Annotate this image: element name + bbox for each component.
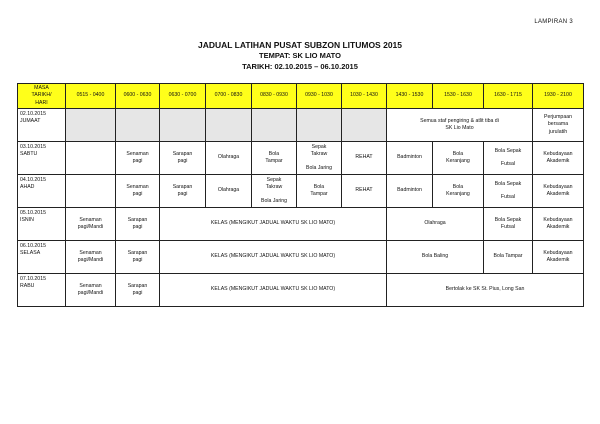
date-cell: 02.10.2015 JUMAAT bbox=[18, 109, 66, 142]
activity-cell: Sarapan pagi bbox=[116, 241, 160, 274]
activity-cell: Olahraga bbox=[206, 175, 252, 208]
date-range-line: TARIKH: 02.10.2015 – 06.10.2015 bbox=[242, 62, 358, 71]
activity-cell: Sepak Takraw Bola Jaring bbox=[252, 175, 297, 208]
empty-cell bbox=[116, 109, 160, 142]
activity-cell: Bola Sepak Futsal bbox=[484, 175, 533, 208]
activity-cell: Sarapan pagi bbox=[160, 175, 206, 208]
activity-cell: Bola Sepak Futsal bbox=[484, 142, 533, 175]
empty-cell bbox=[297, 109, 342, 142]
activity-cell: Kebudayaan Akademik bbox=[533, 142, 584, 175]
table-row bbox=[18, 274, 584, 307]
activity-cell: Kebudayaan Akademik bbox=[533, 208, 584, 241]
activity-cell: Senaman pagi bbox=[116, 142, 160, 175]
arrival-cell: Semua staf pengiring & atlit tiba di SK Lio Mato bbox=[387, 109, 533, 142]
activity-cell: Sepak Takraw Bola Jaring bbox=[297, 142, 342, 175]
date-cell: 06.10.2015 SELASA bbox=[18, 241, 66, 274]
header-time-0930: 0930 - 1030 bbox=[297, 84, 342, 109]
activity-cell: Kebudayaan Akademik bbox=[533, 175, 584, 208]
activity-cell: Perjumpaan bersama jurulatih bbox=[533, 109, 584, 142]
activity-cell: Badminton bbox=[387, 175, 433, 208]
table-row bbox=[18, 208, 584, 241]
date-cell: 07.10.2015 RABU bbox=[18, 274, 66, 307]
header-time-1930: 1930 - 2100 bbox=[533, 84, 584, 109]
activity-cell: Sarapan pagi bbox=[116, 208, 160, 241]
activity-cell: Bola Sepak Futsal bbox=[484, 208, 533, 241]
empty-cell bbox=[160, 109, 206, 142]
attachment-label: LAMPIRAN 3 bbox=[534, 19, 573, 25]
activity-cell: Bola Baling bbox=[387, 241, 484, 274]
header-time-1430: 1430 - 1530 bbox=[387, 84, 433, 109]
header-time-0700: 0700 - 0830 bbox=[206, 84, 252, 109]
header-time-0515: 0515 - 0400 bbox=[66, 84, 116, 109]
header-time-1030: 1030 - 1430 bbox=[342, 84, 387, 109]
date-cell: 05.10.2015 ISNIN bbox=[18, 208, 66, 241]
activity-cell: Sarapan pagi bbox=[160, 142, 206, 175]
venue-line: TEMPAT: SK LIO MATO bbox=[259, 51, 341, 60]
class-cell: KELAS (MENGIKUT JADUAL WAKTU SK LIO MATO) bbox=[160, 208, 387, 241]
activity-cell: Senaman pagi/Mandi bbox=[66, 208, 116, 241]
activity-cell: Kebudayaan Akademik bbox=[533, 241, 584, 274]
header-time-1530: 1530 - 1630 bbox=[433, 84, 484, 109]
header-time-0600: 0600 - 0630 bbox=[116, 84, 160, 109]
header-row bbox=[18, 84, 584, 109]
activity-cell: Olahraga bbox=[387, 208, 484, 241]
activity-cell: Bola Tampar bbox=[297, 175, 342, 208]
table-row bbox=[18, 109, 584, 142]
activity-cell: Bola Keranjang bbox=[433, 175, 484, 208]
table-row bbox=[18, 175, 584, 208]
activity-cell: Sarapan pagi bbox=[116, 274, 160, 307]
departure-cell: Bertolak ke SK St. Pius, Long San bbox=[387, 274, 584, 307]
table-row bbox=[18, 142, 584, 175]
empty-cell bbox=[252, 109, 297, 142]
empty-cell bbox=[206, 109, 252, 142]
header-time-0630: 0630 - 0700 bbox=[160, 84, 206, 109]
activity-cell: Bola Tampar bbox=[252, 142, 297, 175]
class-cell: KELAS (MENGIKUT JADUAL WAKTU SK LIO MATO) bbox=[160, 274, 387, 307]
date-cell: 04.10.2015 AHAD bbox=[18, 175, 66, 208]
activity-cell: Bola Keranjang bbox=[433, 142, 484, 175]
empty-cell bbox=[66, 142, 116, 175]
table-row bbox=[18, 241, 584, 274]
activity-cell: REHAT bbox=[342, 142, 387, 175]
activity-cell: Senaman pagi/Mandi bbox=[66, 241, 116, 274]
activity-cell: Bola Tampar bbox=[484, 241, 533, 274]
header-time-1630: 1630 - 1715 bbox=[484, 84, 533, 109]
header-masa-tarikh-hari: MASA TARIKH/ HARI bbox=[18, 84, 66, 109]
empty-cell bbox=[66, 109, 116, 142]
class-cell: KELAS (MENGIKUT JADUAL WAKTU SK LIO MATO) bbox=[160, 241, 387, 274]
activity-cell: Senaman pagi bbox=[116, 175, 160, 208]
activity-cell: REHAT bbox=[342, 175, 387, 208]
empty-cell bbox=[342, 109, 387, 142]
header-time-0830: 0830 - 0930 bbox=[252, 84, 297, 109]
activity-cell: Senaman pagi/Mandi bbox=[66, 274, 116, 307]
schedule-table bbox=[17, 83, 584, 307]
date-cell: 03.10.2015 SABTU bbox=[18, 142, 66, 175]
activity-cell: Olahraga bbox=[206, 142, 252, 175]
activity-cell: Badminton bbox=[387, 142, 433, 175]
document-title: JADUAL LATIHAN PUSAT SUBZON LITUMOS 2015 bbox=[197, 40, 403, 50]
empty-cell bbox=[66, 175, 116, 208]
